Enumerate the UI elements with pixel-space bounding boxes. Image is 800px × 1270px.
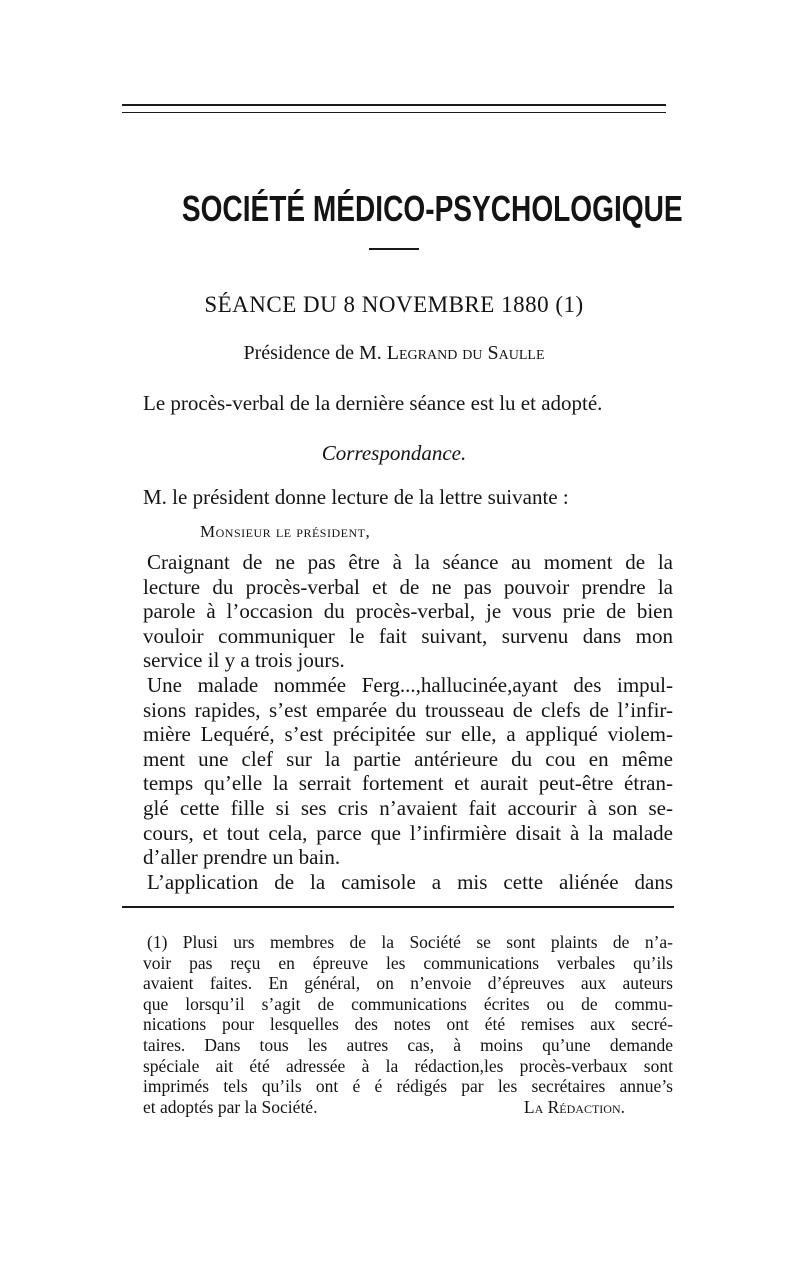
letter-line: Craignant de ne pas être à la séance au moment de la	[147, 550, 673, 574]
presidence-line	[122, 340, 666, 366]
letter-line: cours, et tout cela, parce que l’infirmière disait à la malade	[143, 820, 673, 845]
footnote-line: nications pour lesquelles des notes ont été remises aux secré-	[143, 1014, 673, 1035]
president-name: Legrand du Saulle	[386, 342, 545, 364]
letter-line: temps qu’elle la serrait fortement et aurait peut-être étran-	[143, 771, 673, 796]
proces-verbal-statement: Le procès-verbal de la dernière séance est lu et adopté.	[143, 391, 603, 415]
presidence-prefix: Présidence de M.	[243, 342, 382, 364]
letter-line: service il y a trois jours.	[143, 648, 345, 673]
footnote-rule	[122, 906, 674, 908]
footnote-line: (1) Plusi urs membres de la Société se sont plaints de n’a-	[147, 932, 673, 952]
letter-line: mière Lequéré, s’est précipitée sur elle, a appliqué violem-	[143, 722, 673, 747]
letter-line: ment une clef sur la partie antérieure du cou en même	[143, 746, 673, 771]
footnote-line: voir pas reçu en épreuve les communications verbales qu’ils	[143, 952, 673, 973]
lecture-statement: M. le président donne lecture de la lettre suivante :	[143, 485, 569, 509]
society-title: SOCIÉTÉ MÉDICO-PSYCHOLOGIQUE	[181, 188, 683, 229]
correspondance-heading: Correspondance.	[321, 441, 467, 465]
footnote-line: que lorsqu’il s’agit de communications écrites ou de commu-	[143, 993, 673, 1014]
letter-line: glé cette fille si ses cris n’avaient fait accourir à son se-	[143, 795, 673, 820]
seance-heading: SÉANCE DU 8 NOVEMBRE 1880 (1)	[204, 292, 584, 317]
header-rule-double	[122, 104, 666, 106]
footnote-signature: La Rédaction.	[523, 1096, 625, 1117]
letter-body	[143, 550, 673, 894]
letter-line: Une malade nommée Ferg...,hallucinée,ayant des impul-	[147, 672, 673, 697]
footnote	[143, 932, 673, 1117]
footnote-line: avaient faites. En général, on n’envoie d’épreuves aux auteurs	[143, 973, 673, 994]
letter-line: lecture du procès-verbal et de ne pas pouvoir prendre la	[143, 574, 673, 599]
letter-line: sions rapides, s’est emparée du trousseau de clefs de l’infir-	[143, 697, 673, 722]
footnote-line: taires. Dans tous les autres cas, à moins qu’une demande	[143, 1034, 673, 1055]
footnote-line: spéciale ait été adressée à la rédaction,les procès-verbaux sont	[143, 1055, 673, 1076]
letter-line: L’application de la camisole a mis cette aliénée dans	[147, 869, 673, 894]
letter-salutation: Monsieur le président,	[200, 522, 371, 541]
header-rule-double	[122, 112, 666, 113]
letter-line: parole à l’occasion du procès-verbal, je vous prie de bien	[143, 599, 673, 624]
footnote-signature-line	[143, 1097, 673, 1118]
letter-line: vouloir communiquer le fait suivant, survenu dans mon	[143, 623, 673, 648]
letter-line: d’aller prendre un bain.	[143, 845, 341, 870]
title-separator-rule	[369, 248, 419, 250]
footnote-line: et adoptés par la Société.	[143, 1096, 318, 1117]
footnote-line: imprimés tels qu’ils ont é é rédigés par les secrétaires annue’s	[143, 1076, 673, 1097]
